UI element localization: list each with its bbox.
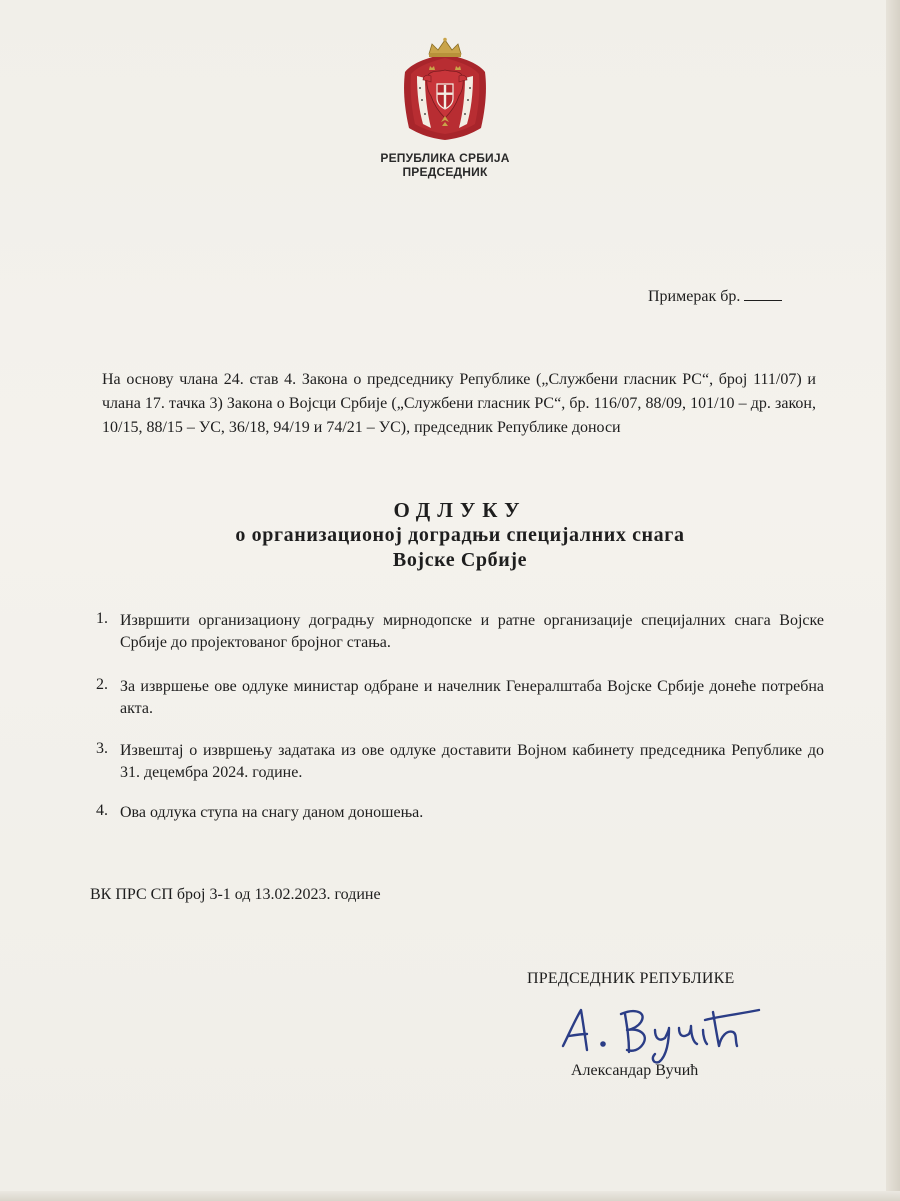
serbian-coat-of-arms-icon xyxy=(395,36,495,148)
decision-item-number: 3. xyxy=(96,740,108,757)
legal-preamble: На основу члана 24. став 4. Закона о председнику Републике („Службени гласник РС“, број 111/07) и члана 17. тачка 3) Закона о Војсци Србије („Службени гласник РС“, бр. 116/07, 88/09, 101/10 – др. закон, 10/15, 88/15 – УС, 36/18, 94/19 и 74/21 – УС), председник Републике доноси xyxy=(102,371,816,436)
decision-item-text: Ова одлука ступа на снагу даном доношења. xyxy=(120,804,424,821)
decision-item-text: Извршити организациону доградњу мирнодопске и ратне организације специјалних снага Војске Србије до пројектованог бројног стања. xyxy=(120,612,824,651)
signatory-title: ПРЕДСЕДНИК РЕПУБЛИКЕ xyxy=(527,970,735,987)
copy-number-blank xyxy=(744,286,782,301)
copy-number-label: Примерак бр. xyxy=(648,288,741,305)
copy-number xyxy=(648,286,782,306)
decision-item-number: 2. xyxy=(96,676,108,693)
decision-item-number: 1. xyxy=(96,610,108,627)
paper-edge-bottom xyxy=(0,1191,900,1201)
paper-edge-right xyxy=(886,0,900,1201)
reference-number: ВК ПРС СП број 3-1 од 13.02.2023. године xyxy=(90,886,381,903)
decision-item-number: 4. xyxy=(96,802,108,819)
issuer-country: РЕПУБЛИКА СРБИЈА xyxy=(380,151,510,165)
issuer-header xyxy=(360,151,530,179)
decision-title-subject: о организационој доградњи специјалних снага xyxy=(235,524,685,546)
signatory-name: Александар Вучић xyxy=(571,1062,699,1079)
decision-item-text: За извршење ове одлуке министар одбране и начелник Генералштаба Војске Србије донеће потребна акта. xyxy=(120,678,824,717)
decision-title-main: ОДЛУКУ xyxy=(393,498,527,522)
decision-title xyxy=(100,497,820,573)
decision-title-subject-2: Војске Србије xyxy=(392,549,528,571)
issuer-office: ПРЕДСЕДНИК xyxy=(402,165,488,179)
decision-item-text: Извештај о извршењу задатака из ове одлуке доставити Војном кабинету председника Републике до 31. децембра 2024. године. xyxy=(120,742,824,781)
handwritten-signature xyxy=(555,1000,785,1070)
